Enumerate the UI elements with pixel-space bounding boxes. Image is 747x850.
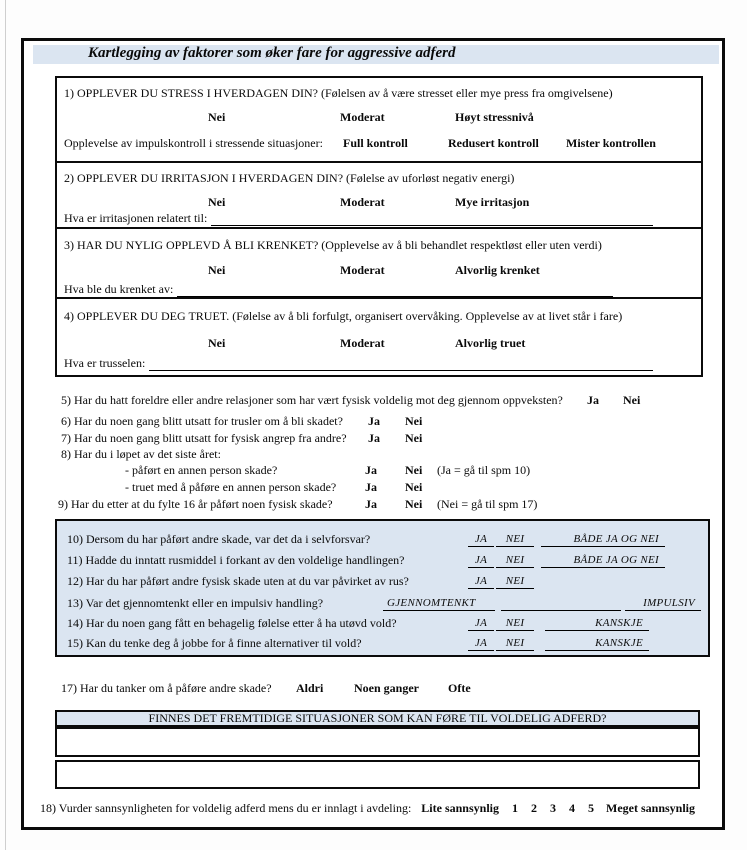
- q11-ja-blank: JA: [468, 552, 494, 568]
- question-10: 10) Dersom du har påført andre skade, var det da i selvforsvar?: [67, 532, 371, 546]
- scan-edge-line: [5, 0, 6, 850]
- q13-impulsiv-blank: IMPULSIV: [625, 595, 701, 611]
- question-6: 6) Har du noen gang blitt utsatt for trusler om å bli skadet?: [61, 414, 343, 428]
- q17-option-aldri: Aldri: [296, 681, 324, 695]
- q18-scale-1: 1: [512, 801, 518, 815]
- form-title: Kartlegging av faktorer som øker fare for aggressive adferd: [88, 45, 456, 61]
- q8a-note: (Ja = gå til spm 10): [437, 463, 531, 477]
- q18-high-label: Meget sannsynlig: [606, 801, 696, 815]
- question-9: 9) Har du etter at du fylte 16 år påført noen fysisk skade?: [58, 497, 333, 511]
- q18-scale-4: 4: [569, 801, 575, 815]
- question-1-section: [57, 78, 701, 163]
- question-3: 3) HAR DU NYLIG OPPLEVD Å BLI KRENKET? (Opplevelse av å bli behandlet respektløst eller uten verdi): [64, 238, 602, 252]
- question-8a-row: [125, 463, 711, 479]
- question-4: 4) OPPLEVER DU DEG TRUET. (Følelse av å bli forfulgt, organisert overvåking. Opplevelse av at livet står i fare): [64, 309, 623, 323]
- q11-baade-blank: BÅDE JA OG NEI: [541, 552, 665, 568]
- future-situations-answer-box-1: [55, 727, 700, 757]
- question-5-row: [61, 393, 711, 409]
- q1-option-nei: Nei: [208, 110, 226, 124]
- q8a-nei: Nei: [405, 463, 423, 477]
- future-situations-header: FINNES DET FREMTIDIGE SITUASJONER SOM KAN FØRE TIL VOLDELIG ADFERD?: [55, 710, 700, 727]
- q17-option-noen-ganger: Noen ganger: [354, 681, 419, 695]
- q2-option-nei: Nei: [208, 195, 226, 209]
- question-7: 7) Har du noen gang blitt utsatt for fysisk angrep fra andre?: [61, 431, 347, 445]
- q8b-nei: Nei: [405, 480, 423, 494]
- q13-middle-blank: [501, 595, 621, 611]
- q18-scale-2: 2: [531, 801, 537, 815]
- question-3-section: [57, 229, 701, 299]
- q18-scale-3: 3: [550, 801, 556, 815]
- q1-option-redusert-kontroll: Redusert kontroll: [448, 136, 539, 150]
- q9-nei: Nei: [405, 497, 423, 511]
- question-11-row: [57, 552, 708, 572]
- q4-option-moderat: Moderat: [340, 336, 385, 350]
- questions-1-4-box: [55, 76, 703, 377]
- q6-ja: Ja: [368, 414, 380, 428]
- question-12-row: [57, 573, 708, 593]
- q9-note: (Nei = gå til spm 17): [437, 497, 538, 511]
- q18-scale-5: 5: [588, 801, 594, 815]
- question-18-row: [40, 801, 720, 816]
- question-13-row: [57, 595, 708, 615]
- question-1: 1) OPPLEVER DU STRESS I HVERDAGEN DIN? (Følelsen av å være stresset eller mye press fra omgivelsene): [64, 86, 613, 100]
- question-15: 15) Kan du tenke deg å jobbe for å finne alternativer til vold?: [67, 636, 362, 650]
- q5-nei: Nei: [623, 393, 641, 407]
- question-8a: - påført en annen person skade?: [125, 463, 278, 477]
- q12-ja-blank: JA: [468, 573, 494, 589]
- q1-option-full-kontroll: Full kontroll: [343, 136, 408, 150]
- q14-nei-blank: NEI: [496, 615, 534, 631]
- q2-option-moderat: Moderat: [340, 195, 385, 209]
- question-8b: - truet med å påføre en annen person skade?: [125, 480, 337, 494]
- q10-nei-blank: NEI: [496, 531, 534, 547]
- q1-option-moderat: Moderat: [340, 110, 385, 124]
- question-8: 8) Har du i løpet av det siste året:: [61, 447, 221, 461]
- question-15-row: [57, 635, 708, 655]
- question-17-row: [61, 681, 711, 697]
- q1-option-mister-kontrollen: Mister kontrollen: [566, 136, 656, 150]
- form-title-bar: [33, 45, 719, 64]
- q17-option-ofte: Ofte: [448, 681, 471, 695]
- q13-gjennomtenkt-blank: GJENNOMTENKT: [383, 595, 495, 611]
- q3-option-alvorlig-krenket: Alvorlig krenket: [455, 263, 540, 277]
- q3-write-in-row: [64, 282, 613, 297]
- q6-nei: Nei: [405, 414, 423, 428]
- q1-option-hoyt-stressniva: Høyt stressnivå: [455, 110, 534, 124]
- q3-write-in-blank: [177, 282, 613, 297]
- q4-option-nei: Nei: [208, 336, 226, 350]
- question-7-row: [61, 431, 711, 447]
- question-13: 13) Var det gjennomtenkt eller en impulsiv handling?: [67, 596, 324, 610]
- q8b-ja: Ja: [365, 480, 377, 494]
- q14-ja-blank: JA: [468, 615, 494, 631]
- q7-nei: Nei: [405, 431, 423, 445]
- q4-option-alvorlig-truet: Alvorlig truet: [455, 336, 526, 350]
- question-5: 5) Har du hatt foreldre eller andre relasjoner som har vært fysisk voldelig mot deg gjennom oppveksten?: [61, 393, 563, 407]
- q7-ja: Ja: [368, 431, 380, 445]
- q2-write-in-row: [64, 211, 653, 226]
- q5-ja: Ja: [587, 393, 599, 407]
- q4-write-in-label: Hva er trusselen:: [64, 356, 146, 370]
- questions-10-15-box: [55, 519, 710, 657]
- future-situations-answer-box-2: [55, 760, 700, 789]
- q15-nei-blank: NEI: [496, 635, 534, 651]
- q4-write-in-row: [64, 356, 653, 371]
- question-12: 12) Har du har påført andre fysisk skade uten at du var påvirket av rus?: [67, 574, 409, 588]
- question-2: 2) OPPLEVER DU IRRITASJON I HVERDAGEN DIN? (Følelse av uforløst negativ energi): [64, 171, 515, 185]
- question-2-section: [57, 163, 701, 229]
- q2-write-in-label: Hva er irritasjonen relatert til:: [64, 211, 208, 225]
- q15-kanskje-blank: KANSKJE: [545, 635, 649, 651]
- q11-nei-blank: NEI: [496, 552, 534, 568]
- question-11: 11) Hadde du inntatt rusmiddel i forkant av den voldelige handlingen?: [67, 553, 405, 567]
- q12-nei-blank: NEI: [496, 573, 534, 589]
- q14-kanskje-blank: KANSKJE: [545, 615, 649, 631]
- question-18: 18) Vurder sannsynligheten for voldelig adferd mens du er innlagt i avdeling:: [40, 801, 412, 815]
- question-4-section: [57, 299, 701, 375]
- q3-option-nei: Nei: [208, 263, 226, 277]
- q18-low-label: Lite sannsynlig: [421, 801, 499, 815]
- question-6-row: [61, 414, 711, 430]
- q8a-ja: Ja: [365, 463, 377, 477]
- form-frame: [21, 38, 725, 830]
- question-8-row: [61, 447, 711, 463]
- question-8b-row: [125, 480, 711, 496]
- question-17: 17) Har du tanker om å påføre andre skade?: [61, 681, 272, 695]
- q2-write-in-blank: [211, 211, 653, 226]
- q10-ja-blank: JA: [468, 531, 494, 547]
- q15-ja-blank: JA: [468, 635, 494, 651]
- q9-ja: Ja: [365, 497, 377, 511]
- q1-impulse-control-label: Opplevelse av impulskontroll i stressende situasjoner:: [64, 136, 323, 150]
- q3-write-in-label: Hva ble du krenket av:: [64, 282, 174, 296]
- q10-baade-blank: BÅDE JA OG NEI: [541, 531, 665, 547]
- question-10-row: [57, 531, 708, 551]
- q3-option-moderat: Moderat: [340, 263, 385, 277]
- question-9-row: [58, 497, 711, 513]
- question-14-row: [57, 615, 708, 635]
- q2-option-mye-irritasjon: Mye irritasjon: [455, 195, 530, 209]
- q4-write-in-blank: [149, 356, 653, 371]
- question-14: 14) Har du noen gang fått en behagelig følelse etter å ha utøvd vold?: [67, 616, 397, 630]
